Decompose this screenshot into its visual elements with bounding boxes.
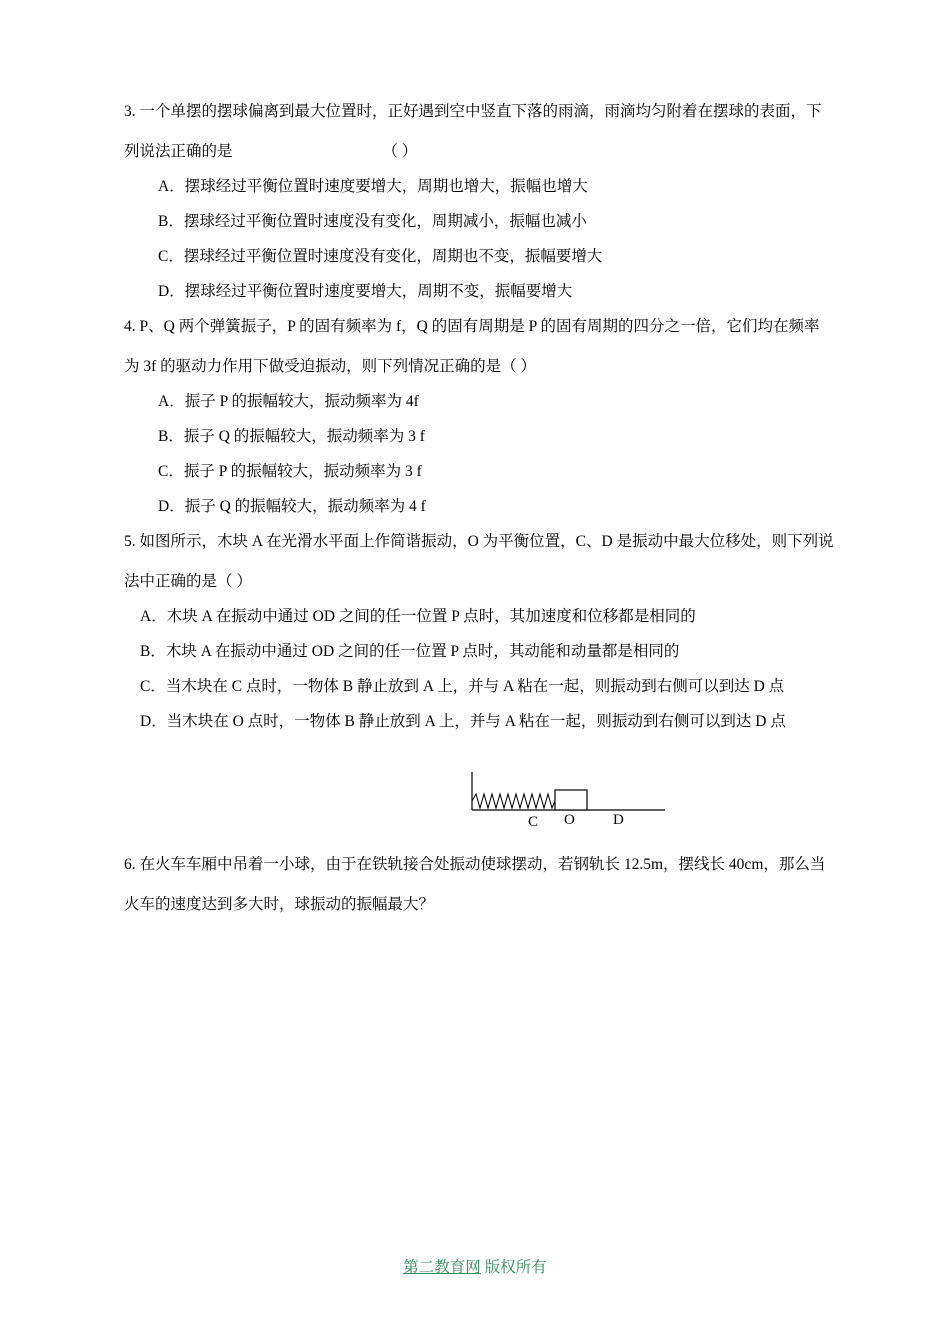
q4-option-a: A．振子 P 的振幅较大，振动频率为 4f xyxy=(158,393,419,410)
q3-stem-text: 列说法正确的是 xyxy=(124,143,233,160)
q4-option-d: D．振子 Q 的振幅较大，振动频率为 4 f xyxy=(158,498,426,515)
footer xyxy=(0,1258,950,1278)
q3-stem-line-2 xyxy=(124,142,417,162)
q6-stem-line-1: 6. 在火车车厢中吊着一小球，由于在铁轨接合处振动使球摆动，若钢轨长 12.5m，摆线长 40cm，那么当 xyxy=(124,856,826,873)
q6-stem-line-2: 火车的速度达到多大时，球振动的振幅最大？ xyxy=(124,896,435,913)
q5-stem-line-1: 5. 如图所示，木块 A 在光滑水平面上作简谐振动，O 为平衡位置，C、D 是振动中最大位移处，则下列说 xyxy=(124,533,834,550)
q3-option-a: A．摆球经过平衡位置时速度要增大，周期也增大，振幅也增大 xyxy=(158,178,588,195)
q4-stem-line-2: 为 3f 的驱动力作用下做受迫振动，则下列情况正确的是（ ） xyxy=(124,358,537,375)
q3-option-b: B．摆球经过平衡位置时速度没有变化，周期减小，振幅也减小 xyxy=(158,213,587,230)
q4-option-c: C．振子 P 的振幅较大，振动频率为 3 f xyxy=(158,463,422,480)
spring xyxy=(472,794,555,808)
q4-option-b: B．振子 Q 的振幅较大，振动频率为 3 f xyxy=(158,428,425,445)
footer-rights: 版权所有 xyxy=(480,1259,547,1276)
q4-stem-line-1: 4. P、Q 两个弹簧振子，P 的固有频率为 f，Q 的固有周期是 P 的固有周期的四分之一倍，它们均在频率 xyxy=(124,318,820,335)
block-a xyxy=(555,790,587,810)
spring-block-figure xyxy=(460,768,680,838)
q3-answer-bracket: （ ） xyxy=(382,143,418,160)
q5-option-c: C．当木块在 C 点时，一物体 B 静止放到 A 上，并与 A 粘在一起，则振动到右侧可以到达 D 点 xyxy=(140,678,785,695)
label-o: O xyxy=(564,812,575,828)
q5-stem-line-2: 法中正确的是（ ） xyxy=(124,573,252,590)
q3-stem-line-1: 3. 一个单摆的摆球偏离到最大位置时，正好遇到空中竖直下落的雨滴，雨滴均匀附着在摆球的表面，下 xyxy=(124,103,822,120)
q3-option-c: C．摆球经过平衡位置时速度没有变化，周期也不变，振幅要增大 xyxy=(158,248,603,265)
footer-site-link[interactable]: 第二教育网 xyxy=(403,1259,481,1276)
label-c: C xyxy=(528,814,539,830)
q5-option-b: B．木块 A 在振动中通过 OD 之间的任一位置 P 点时，其动能和动量都是相同的 xyxy=(140,643,680,660)
label-d: D xyxy=(613,812,624,828)
q3-option-d: D．摆球经过平衡位置时速度要增大，周期不变，振幅要增大 xyxy=(158,283,573,300)
q5-option-a: A．木块 A 在振动中通过 OD 之间的任一位置 P 点时，其加速度和位移都是相同的 xyxy=(140,608,696,625)
q5-option-d: D．当木块在 O 点时，一物体 B 静止放到 A 上，并与 A 粘在一起，则振动到右侧可以到达 D 点 xyxy=(140,713,786,730)
